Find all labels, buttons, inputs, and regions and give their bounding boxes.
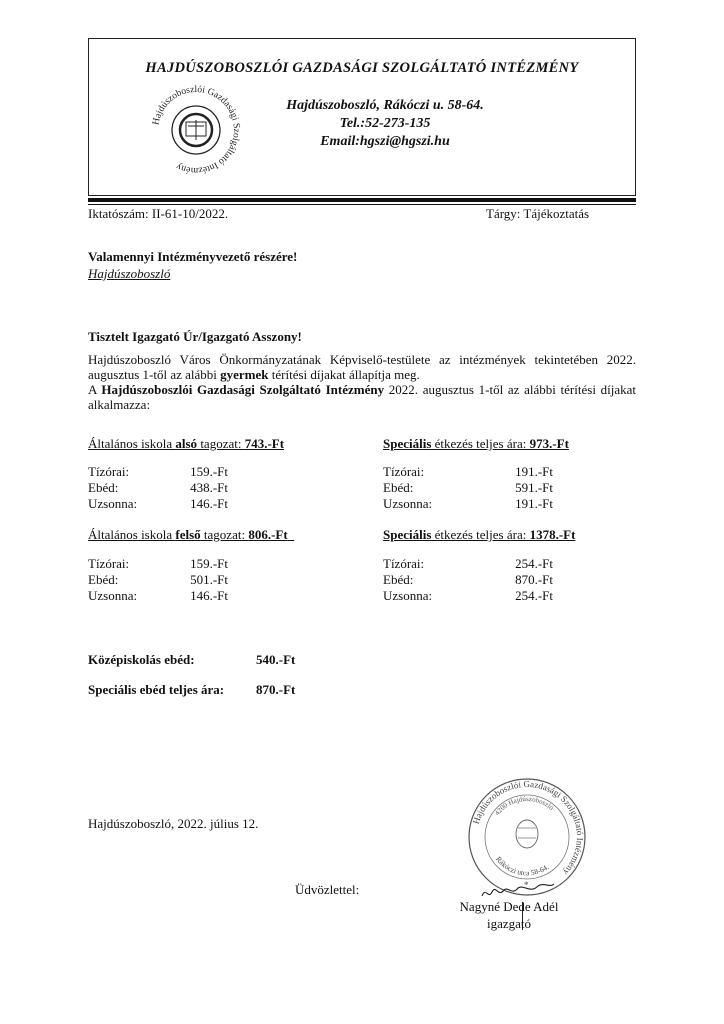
signer-name: Nagyné Dede Adél [459,899,559,914]
section-title-special-1: Speciális étkezés teljes ára: 973.-Ft [383,436,569,451]
institution-phone: Tel.:52-273-135 [339,116,431,131]
intro-line-1: Hajdúszoboszló Város Önkormányzatának Képviselő-testülete az intézmények tekintetében 2022. [88,352,636,367]
svg-text:4200 Hajdúszoboszló: 4200 Hajdúszoboszló [493,794,556,818]
price-list-also [88,464,228,512]
price-row: Uzsonna: 254.-Ft [383,588,553,603]
extra-row-special-lunch: Speciális ebéd teljes ára: 870.-Ft [88,682,296,697]
price-row: Tízórai: 254.-Ft [383,556,553,571]
price-row: Ebéd: 591.-Ft [383,480,553,495]
section-title-special-2: Speciális étkezés teljes ára: 1378.-Ft [383,527,576,542]
institution-name: HAJDÚSZOBOSZLÓI GAZDASÁGI SZOLGÁLTATÓ INTÉZMÉNY [145,60,579,76]
price-row: Ebéd: 501.-Ft [88,572,228,587]
price-row: Ebéd: 438.-Ft [88,480,228,495]
intro-line-4: alkalmazza: [88,397,151,412]
price-list-special-1 [383,464,553,512]
price-row: Tízórai: 191.-Ft [383,464,553,479]
price-row: Uzsonna: 146.-Ft [88,588,228,603]
price-list-felso [88,556,228,604]
intro-line-3: A Hajdúszoboszlói Gazdasági Szolgáltató Intézmény 2022. augusztus 1-től az alábbi térítési díjakat [88,382,636,397]
intro-paragraph [88,352,636,412]
reference-number: Iktatószám: II-61-10/2022. [88,206,229,221]
subject-line: Tárgy: Tájékoztatás [486,206,590,221]
section-title-felso: Általános iskola felső tagozat: 806.-Ft [88,527,288,542]
svg-text:Hajdúszoboszlói Gazdasági Szol: Hajdúszoboszlói Gazdasági Szolgáltató Intézmény [470,778,586,878]
addressee-line: Valamennyi Intézményvezető részére! [88,249,298,264]
price-row: Ebéd: 870.-Ft [383,572,553,587]
institution-address: Hajdúszoboszló, Rákóczi u. 58-64. [286,98,484,113]
greeting: Üdvözlettel: [295,882,360,897]
svg-text:Hajdúszoboszlói Gazdasági Szol: Hajdúszoboszlói Gazdasági Szolgáltató Intézmény [151,84,242,176]
svg-text:Rákóczi utca 58-64.: Rákóczi utca 58-64. [494,854,551,878]
price-list-special-2 [383,556,553,604]
contact-block [255,97,515,151]
price-row: Tízórai: 159.-Ft [88,556,228,571]
price-row: Uzsonna: 191.-Ft [383,496,553,511]
price-row: Tízórai: 159.-Ft [88,464,228,479]
header-divider-thick [88,198,636,202]
place-date: Hajdúszoboszló, 2022. július 12. [88,816,259,831]
price-row: Uzsonna: 146.-Ft [88,496,228,511]
extra-row-highschool: Középiskolás ebéd: 540.-Ft [88,652,296,667]
svg-text:*: * [524,880,529,890]
salutation: Tisztelt Igazgató Úr/Igazgató Asszony! [88,329,302,344]
institution-email: Email:hgszi@hgszi.hu [320,134,450,149]
intro-line-2: augusztus 1-től az alábbi gyermek térítési díjakat állapítja meg. [88,367,420,382]
header-divider-thin [88,204,636,205]
signer-title: igazgató [486,916,532,931]
section-title-also: Általános iskola alsó tagozat: 743.-Ft [88,436,285,451]
addressee-city: Hajdúszoboszló [88,266,171,281]
institution-logo [148,82,244,178]
